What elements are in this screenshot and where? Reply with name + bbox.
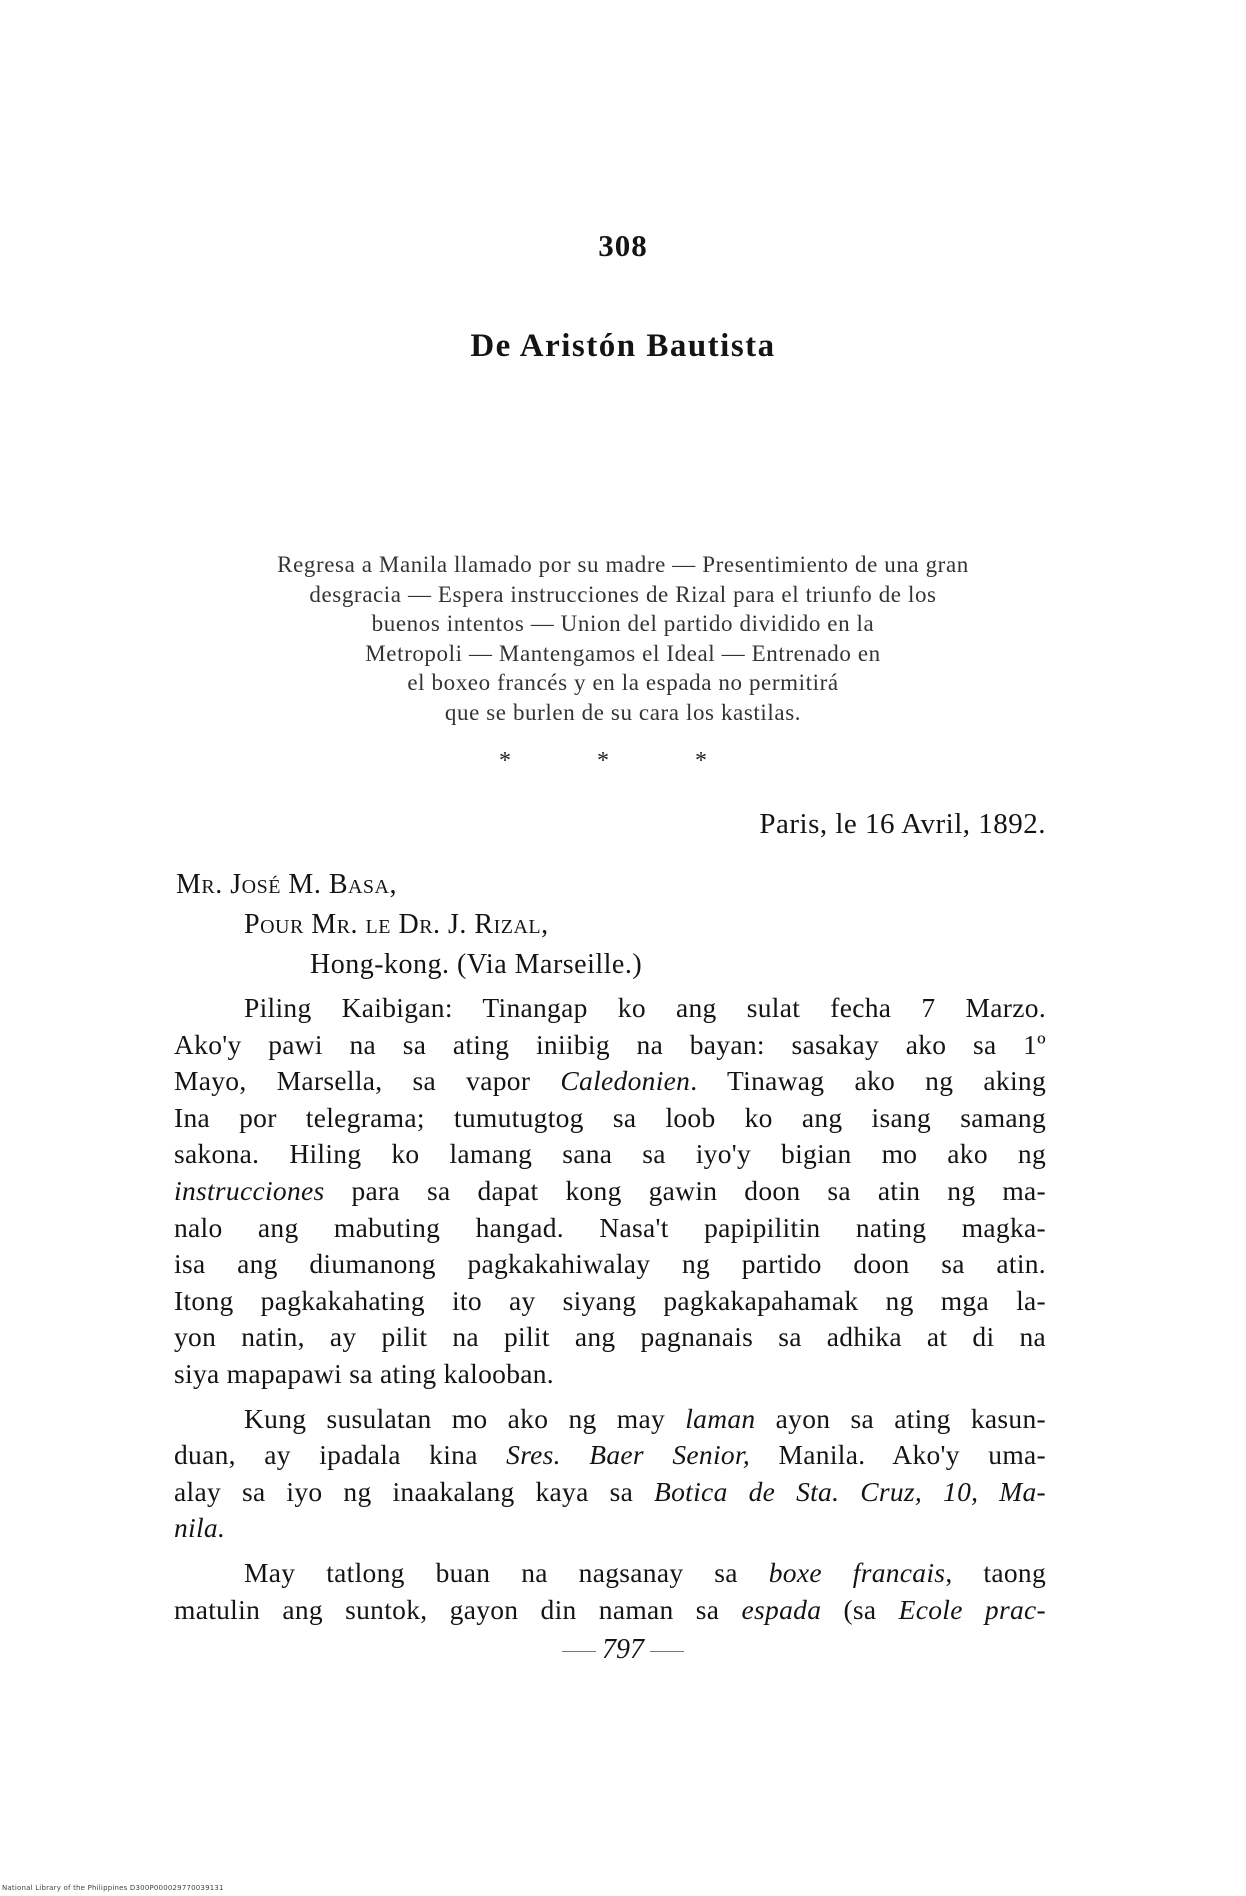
italic-run: Ecole prac- (898, 1593, 1046, 1625)
text-run: May tatlong buan na nagsanay sa (244, 1556, 769, 1588)
italic-run: boxe francais (768, 1556, 946, 1588)
body-line: nalo ang mabuting hangad. Nasa't papipilitin nating magka- (174, 1211, 1046, 1243)
body-line: Piling Kaibigan: Tinangap ko ang sulat fecha 7 Marzo. (244, 992, 1046, 1023)
letter-title: De Aristón Bautista (470, 328, 776, 364)
address-block (176, 865, 642, 985)
summary-line: Metropoli — Mantengamos el Ideal — Entrenado en (365, 640, 881, 666)
italic-run: Caledonien (560, 1065, 691, 1097)
text-run: duan, ay ipadala kina (174, 1439, 507, 1471)
page-folio (0, 1634, 1246, 1666)
text-run: . Tinawag ako ng aking (690, 1065, 1046, 1097)
body-line (174, 1592, 1046, 1629)
body-line: Ako'y pawi na sa ating iniibig na bayan: sasakay ako sa 1º (174, 1028, 1046, 1060)
summary-line: desgracia — Espera instrucciones de Rizal para el triunfo de los (309, 581, 937, 607)
italic-run: espada (741, 1593, 822, 1625)
letter-number: 308 (598, 228, 648, 263)
italic-run: laman (685, 1402, 756, 1434)
body-line: siya mapapawi sa ating kalooban. (174, 1357, 554, 1389)
body-line: Ina por telegrama; tumutugtog sa loob ko ang isang samang (174, 1101, 1046, 1133)
summary-block (170, 550, 1076, 727)
archive-footer-note: National Library of the Philippines D300P000029770039131 (2, 1884, 224, 1892)
italic-run: Botica de Sta. Cruz, 10, Ma- (654, 1475, 1046, 1507)
text-run: Mayo, Marsella, sa vapor (174, 1065, 561, 1097)
address-line: Mr. José M. Basa, (176, 869, 397, 900)
dateline: Paris, le 16 Avril, 1892. (759, 808, 1046, 840)
body-line: sakona. Hiling ko lamang sana sa iyo'y bigian mo ako ng (174, 1138, 1046, 1170)
text-run: Manila. Ako'y uma- (750, 1439, 1046, 1471)
body-line: Itong pagkakahating ito ay siyang pagkakapahamak ng mga la- (174, 1284, 1046, 1316)
section-separator: * * * (499, 748, 747, 774)
text-run: matulin ang suntok, gayon din naman sa (174, 1593, 742, 1625)
address-line: Hong-kong. (Via Marseille.) (310, 949, 643, 980)
italic-run: instrucciones (174, 1174, 325, 1206)
folio-dash (650, 1651, 684, 1652)
italic-run: nila. (174, 1512, 226, 1544)
text-run: Kung susulatan mo ako ng may (244, 1402, 686, 1434)
summary-line: Regresa a Manila llamado por su madre — Presentimiento de una gran (277, 552, 969, 577)
body-line (174, 1555, 1046, 1592)
text-run: , taong (945, 1556, 1047, 1588)
folio-number: 797 (602, 1634, 644, 1665)
letter-body (174, 990, 1046, 1636)
address-line: Pour Mr. le Dr. J. Rizal, (244, 909, 549, 940)
text-run: alay sa iyo ng inaakalang kaya sa (174, 1475, 655, 1507)
paragraph (174, 990, 1046, 1393)
body-line: yon natin, ay pilit na pilit ang pagnanais sa adhika at di na (174, 1321, 1046, 1353)
body-line (174, 1173, 1046, 1210)
summary-line: el boxeo francés y en la espada no permitirá (407, 670, 839, 695)
paragraph (174, 1401, 1046, 1547)
body-line (174, 1401, 1046, 1438)
summary-line: buenos intentos — Union del partido dividido en la (371, 611, 875, 636)
text-run: ayon sa ating kasun- (755, 1402, 1046, 1434)
body-line: isa ang diumanong pagkakahiwalay ng partido doon sa atin. (174, 1248, 1046, 1280)
italic-run: Sres. Baer Senior, (506, 1439, 751, 1471)
folio-dash (562, 1651, 596, 1652)
text-run: (sa (821, 1593, 899, 1625)
body-line (174, 1437, 1046, 1474)
paragraph (174, 1555, 1046, 1628)
body-line (174, 1510, 1046, 1547)
text-run: para sa dapat kong gawin doon sa atin ng ma- (324, 1174, 1046, 1206)
body-line (174, 1474, 1046, 1511)
body-line (174, 1063, 1046, 1100)
summary-line: que se burlen de su cara los kastilas. (444, 699, 802, 725)
